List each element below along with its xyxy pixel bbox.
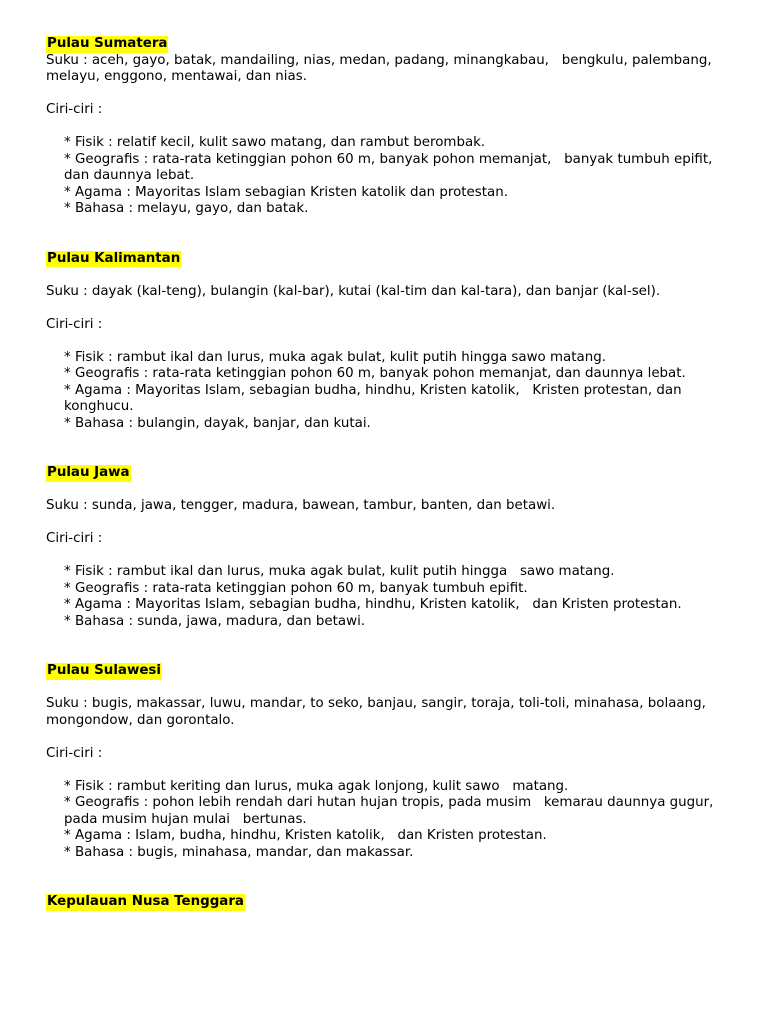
section-heading: Kepulauan Nusa Tenggara xyxy=(47,894,244,909)
ciri-label: Ciri-ciri : xyxy=(46,745,103,761)
bahasa-text: * Bahasa : sunda, jawa, madura, dan betawi. xyxy=(64,613,366,629)
suku-text: Suku : sunda, jawa, tengger, madura, bawean, tambur, banten, dan betawi. xyxy=(46,498,556,513)
section-heading: Pulau Sumatera xyxy=(47,36,168,51)
geografis-text: * Geografis : rata-rata ketinggian pohon 60 m, banyak pohon memanjat, banyak tumbuh epifit, dan daunnya lebat. xyxy=(64,151,717,183)
suku-text: Suku : bugis, makassar, luwu, mandar, to seko, banjau, sangir, toraja, toli-toli, minahasa, bolaang, mongondow, dan gorontalo. xyxy=(46,696,711,728)
suku-text: Suku : dayak (kal-teng), bulangin (kal-bar), kutai (kal-tim dan kal-tara), dan banjar (kal-sel). xyxy=(46,283,661,299)
geografis-text: * Geografis : pohon lebih rendah dari hutan hujan tropis, pada musim kemarau daunnya gugur, pada musim hujan mulai bertunas. xyxy=(64,795,718,827)
fisik-text: * Fisik : relatif kecil, kulit sawo matang, dan rambut berombak. xyxy=(64,135,486,150)
section-sumatera xyxy=(46,36,718,218)
section-kalimantan xyxy=(46,251,718,433)
agama-text: * Agama : Islam, budha, hindhu, Kristen katolik, dan Kristen protestan. xyxy=(64,828,547,843)
section-heading: Pulau Kalimantan xyxy=(47,250,181,266)
ciri-label: Ciri-ciri : xyxy=(46,102,103,117)
agama-text: * Agama : Mayoritas Islam, sebagian budha, hindhu, Kristen katolik, dan Kristen protestan. xyxy=(64,597,682,612)
section-heading: Pulau Jawa xyxy=(47,465,130,480)
section-heading: Pulau Sulawesi xyxy=(47,663,161,678)
bahasa-text: * Bahasa : bugis, minahasa, mandar, dan makassar. xyxy=(64,844,414,860)
section-nusa-tenggara xyxy=(46,894,718,911)
bahasa-text: * Bahasa : melayu, gayo, dan batak. xyxy=(64,201,309,216)
section-jawa xyxy=(46,465,718,630)
fisik-text: * Fisik : rambut ikal dan lurus, muka agak bulat, kulit putih hingga sawo matang. xyxy=(64,564,615,579)
geografis-text: * Geografis : rata-rata ketinggian pohon 60 m, banyak tumbuh epifit. xyxy=(64,580,528,596)
section-sulawesi xyxy=(46,663,718,861)
fisik-text: * Fisik : rambut keriting dan lurus, muka agak lonjong, kulit sawo matang. xyxy=(64,778,569,794)
fisik-text: * Fisik : rambut ikal dan lurus, muka agak bulat, kulit putih hingga sawo matang. xyxy=(64,349,606,365)
ciri-label: Ciri-ciri : xyxy=(46,531,103,546)
suku-text: Suku : aceh, gayo, batak, mandailing, nias, medan, padang, minangkabau, bengkulu, palembang, melayu, enggono, mentawai, dan nias. xyxy=(46,52,716,84)
agama-text: * Agama : Mayoritas Islam, sebagian budha, hindhu, Kristen katolik, Kristen protestan, dan konghucu. xyxy=(64,382,686,414)
agama-text: * Agama : Mayoritas Islam sebagian Kristen katolik dan protestan. xyxy=(64,184,508,200)
bahasa-text: * Bahasa : bulangin, dayak, banjar, dan kutai. xyxy=(64,415,371,431)
ciri-label: Ciri-ciri : xyxy=(46,316,103,332)
document-page xyxy=(46,36,718,911)
geografis-text: * Geografis : rata-rata ketinggian pohon 60 m, banyak pohon memanjat, dan daunnya lebat. xyxy=(64,366,686,381)
